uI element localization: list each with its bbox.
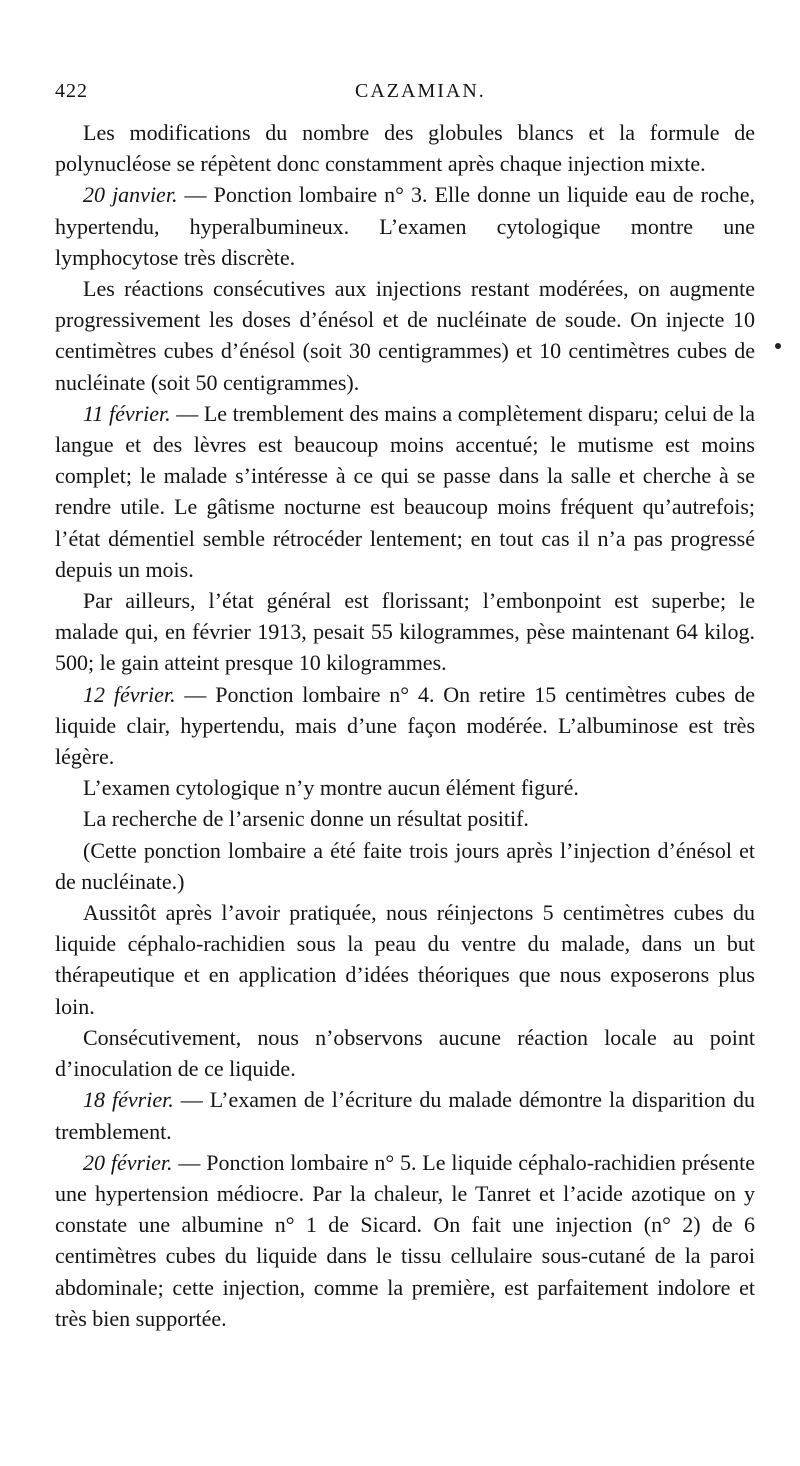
paragraph [55,1084,755,1146]
paragraph-text: Aussitôt après l’avoir pratiquée, nous réinjectons 5 centimètres cubes du liquide céphalo-rachidien sous la peau du ventre du malade, dans un but thérapeutique et en application d’idées théoriques que nous exposerons plus loin. [55,900,755,1019]
entry-date: 20 février. [83,1149,173,1175]
body-text [55,117,755,1334]
paragraph-text: — Ponction lombaire n° 5. Le liquide céphalo-rachidien présente une hypertension médiocre. Par la chaleur, le Tanret et l’acide azotique on y constate une albumine n° 1 de Sicard. On fait une injection (n° 2) de 6 centimètres cubes du liquide dans le tissu cellulaire sous-cutané de la paroi abdominale; cette injection, comme la première, est parfaitement indolore et très bien supportée. [55,1149,756,1331]
paragraph [55,179,755,273]
paragraph-text: Par ailleurs, l’état général est florissant; l’embonpoint est superbe; le malade qui, en février 1913, pesait 55 kilogrammes, pèse maintenant 64 kilog. 500; le gain atteint presque 10 kilogrammes. [55,588,755,676]
entry-date: 11 février. [83,400,171,426]
paragraph [55,897,755,1022]
page-number: 422 [55,80,88,102]
entry-date: 20 janvier. [83,182,178,208]
paragraph-text: — Ponction lombaire n° 4. On retire 15 centimètres cubes de liquide clair, hypertendu, mais d’une façon modérée. L’albuminose est très légère. [55,681,756,770]
page-header [55,80,755,106]
paragraph [55,772,755,803]
paragraph-text: — Ponction lombaire n° 3. Elle donne un liquide eau de roche, hypertendu, hyperalbumineux. L’examen cytologique montre une lymphocytose très discrète. [55,182,755,270]
paragraph [55,585,755,679]
paragraph [55,273,755,398]
paragraph-text: L’examen cytologique n’y montre aucun élément figuré. [83,775,579,801]
paragraph [55,398,755,585]
paragraph [55,679,755,773]
paragraph [55,1022,755,1084]
running-head: CAZAMIAN. [355,80,486,102]
entry-date: 12 février. [83,681,176,707]
paragraph-text: Les modifications du nombre des globules blancs et la formule de polynucléose se répètent donc constamment après chaque injection mixte. [55,120,755,177]
paragraph [55,1147,755,1334]
paragraph-text: Les réactions consécutives aux injections restant modérées, on augmente progressivement les doses d’énésol et de nucléinate de soude. On injecte 10 centimètres cubes d’énésol (soit 30 centigrammes) et 10 centimètres cubes de nucléinate (soit 50 centigrammes). [55,276,755,395]
paragraph-text: — Le tremblement des mains a complètement disparu; celui de la langue et des lèvres est beaucoup moins accentué; le mutisme est moins complet; le malade s’intéresse à ce qui se passe dans la salle et cherche à se rendre utile. Le gâtisme nocturne est beaucoup moins fréquent qu’autrefois; l’état démentiel semble rétrocéder lentement; en tout cas il n’a pas progressé depuis un mois. [55,400,755,582]
paragraph-text: (Cette ponction lombaire a été faite trois jours après l’injection d’énésol et de nucléinate.) [55,837,755,894]
ink-speck [775,343,781,349]
paragraph [55,117,755,179]
paragraph-text: La recherche de l’arsenic donne un résultat positif. [83,806,529,832]
paragraph [55,803,755,834]
paragraph-text: Consécutivement, nous n’observons aucune réaction locale au point d’inoculation de ce liquide. [55,1024,755,1082]
paragraph [55,835,755,897]
paragraph-text: — L’examen de l’écriture du malade démontre la disparition du tremblement. [55,1087,756,1144]
entry-date: 18 février. [83,1087,174,1113]
